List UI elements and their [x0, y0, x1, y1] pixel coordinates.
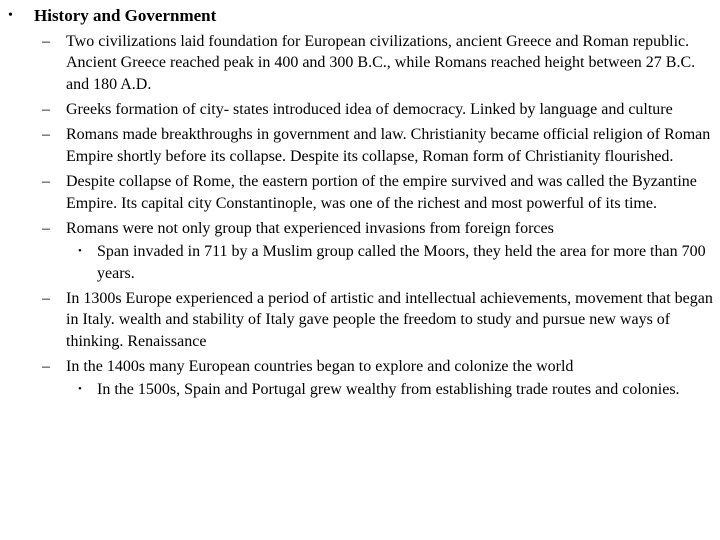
sub-bullet-item	[8, 31, 714, 96]
sub-bullet-item	[8, 218, 714, 284]
sub-bullet-list	[8, 31, 714, 401]
bullet-list	[8, 5, 714, 401]
bullet-marker: •	[8, 8, 13, 23]
dash-marker: –	[42, 126, 50, 144]
dash-marker: –	[42, 358, 50, 376]
heading-history-and-government: History and Government	[34, 6, 217, 25]
sub-bullet-text: Greeks formation of city- states introduced idea of democracy. Linked by language and culture	[66, 101, 673, 119]
dash-marker: –	[42, 289, 50, 307]
dash-marker: –	[42, 220, 50, 238]
sub-bullet-item	[8, 356, 714, 400]
bullet-marker: •	[78, 383, 82, 396]
sub-bullet-item	[8, 99, 714, 121]
sub-bullet-text: In the 1400s many European countries began to explore and colonize the world	[66, 358, 574, 376]
sub-bullet-item	[8, 171, 714, 214]
nested-bullet-text: Span invaded in 711 by a Muslim group called the Moors, they held the area for more than 700 years.	[97, 242, 706, 282]
dash-marker: –	[42, 173, 50, 191]
nested-bullet-list	[66, 241, 714, 284]
nested-bullet-item	[66, 379, 714, 401]
dash-marker: –	[42, 32, 50, 50]
sub-bullet-item	[8, 288, 714, 353]
bullet-marker: •	[78, 244, 82, 257]
nested-bullet-text: In the 1500s, Spain and Portugal grew wealthy from establishing trade routes and colonies.	[97, 381, 680, 399]
nested-bullet-list	[66, 379, 714, 401]
sub-bullet-text: Romans were not only group that experienced invasions from foreign forces	[66, 220, 554, 238]
nested-bullet-item	[66, 241, 714, 284]
sub-bullet-text: In 1300s Europe experienced a period of artistic and intellectual achievements, movement that began in Italy. wealth and stability of Italy gave people the freedom to study and pursue new ways of thinking. Renaissance	[66, 289, 713, 351]
sub-bullet-text: Despite collapse of Rome, the eastern portion of the empire survived and was called the Byzantine Empire. Its capital city Constantinople, was one of the richest and most powerful of its time.	[66, 173, 697, 212]
sub-bullet-text: Two civilizations laid foundation for European civilizations, ancient Greece and Roman republic. Ancient Greece reached peak in 400 and 300 B.C., while Romans reached height between 27 B.C. and 180 A.D.	[66, 32, 696, 93]
sub-bullet-text: Romans made breakthroughs in government and law. Christianity became official religion of Roman Empire shortly before its collapse. Despite its collapse, Roman form of Christianity flourished.	[66, 126, 711, 166]
sub-bullet-item	[8, 124, 714, 167]
dash-marker: –	[42, 101, 50, 119]
